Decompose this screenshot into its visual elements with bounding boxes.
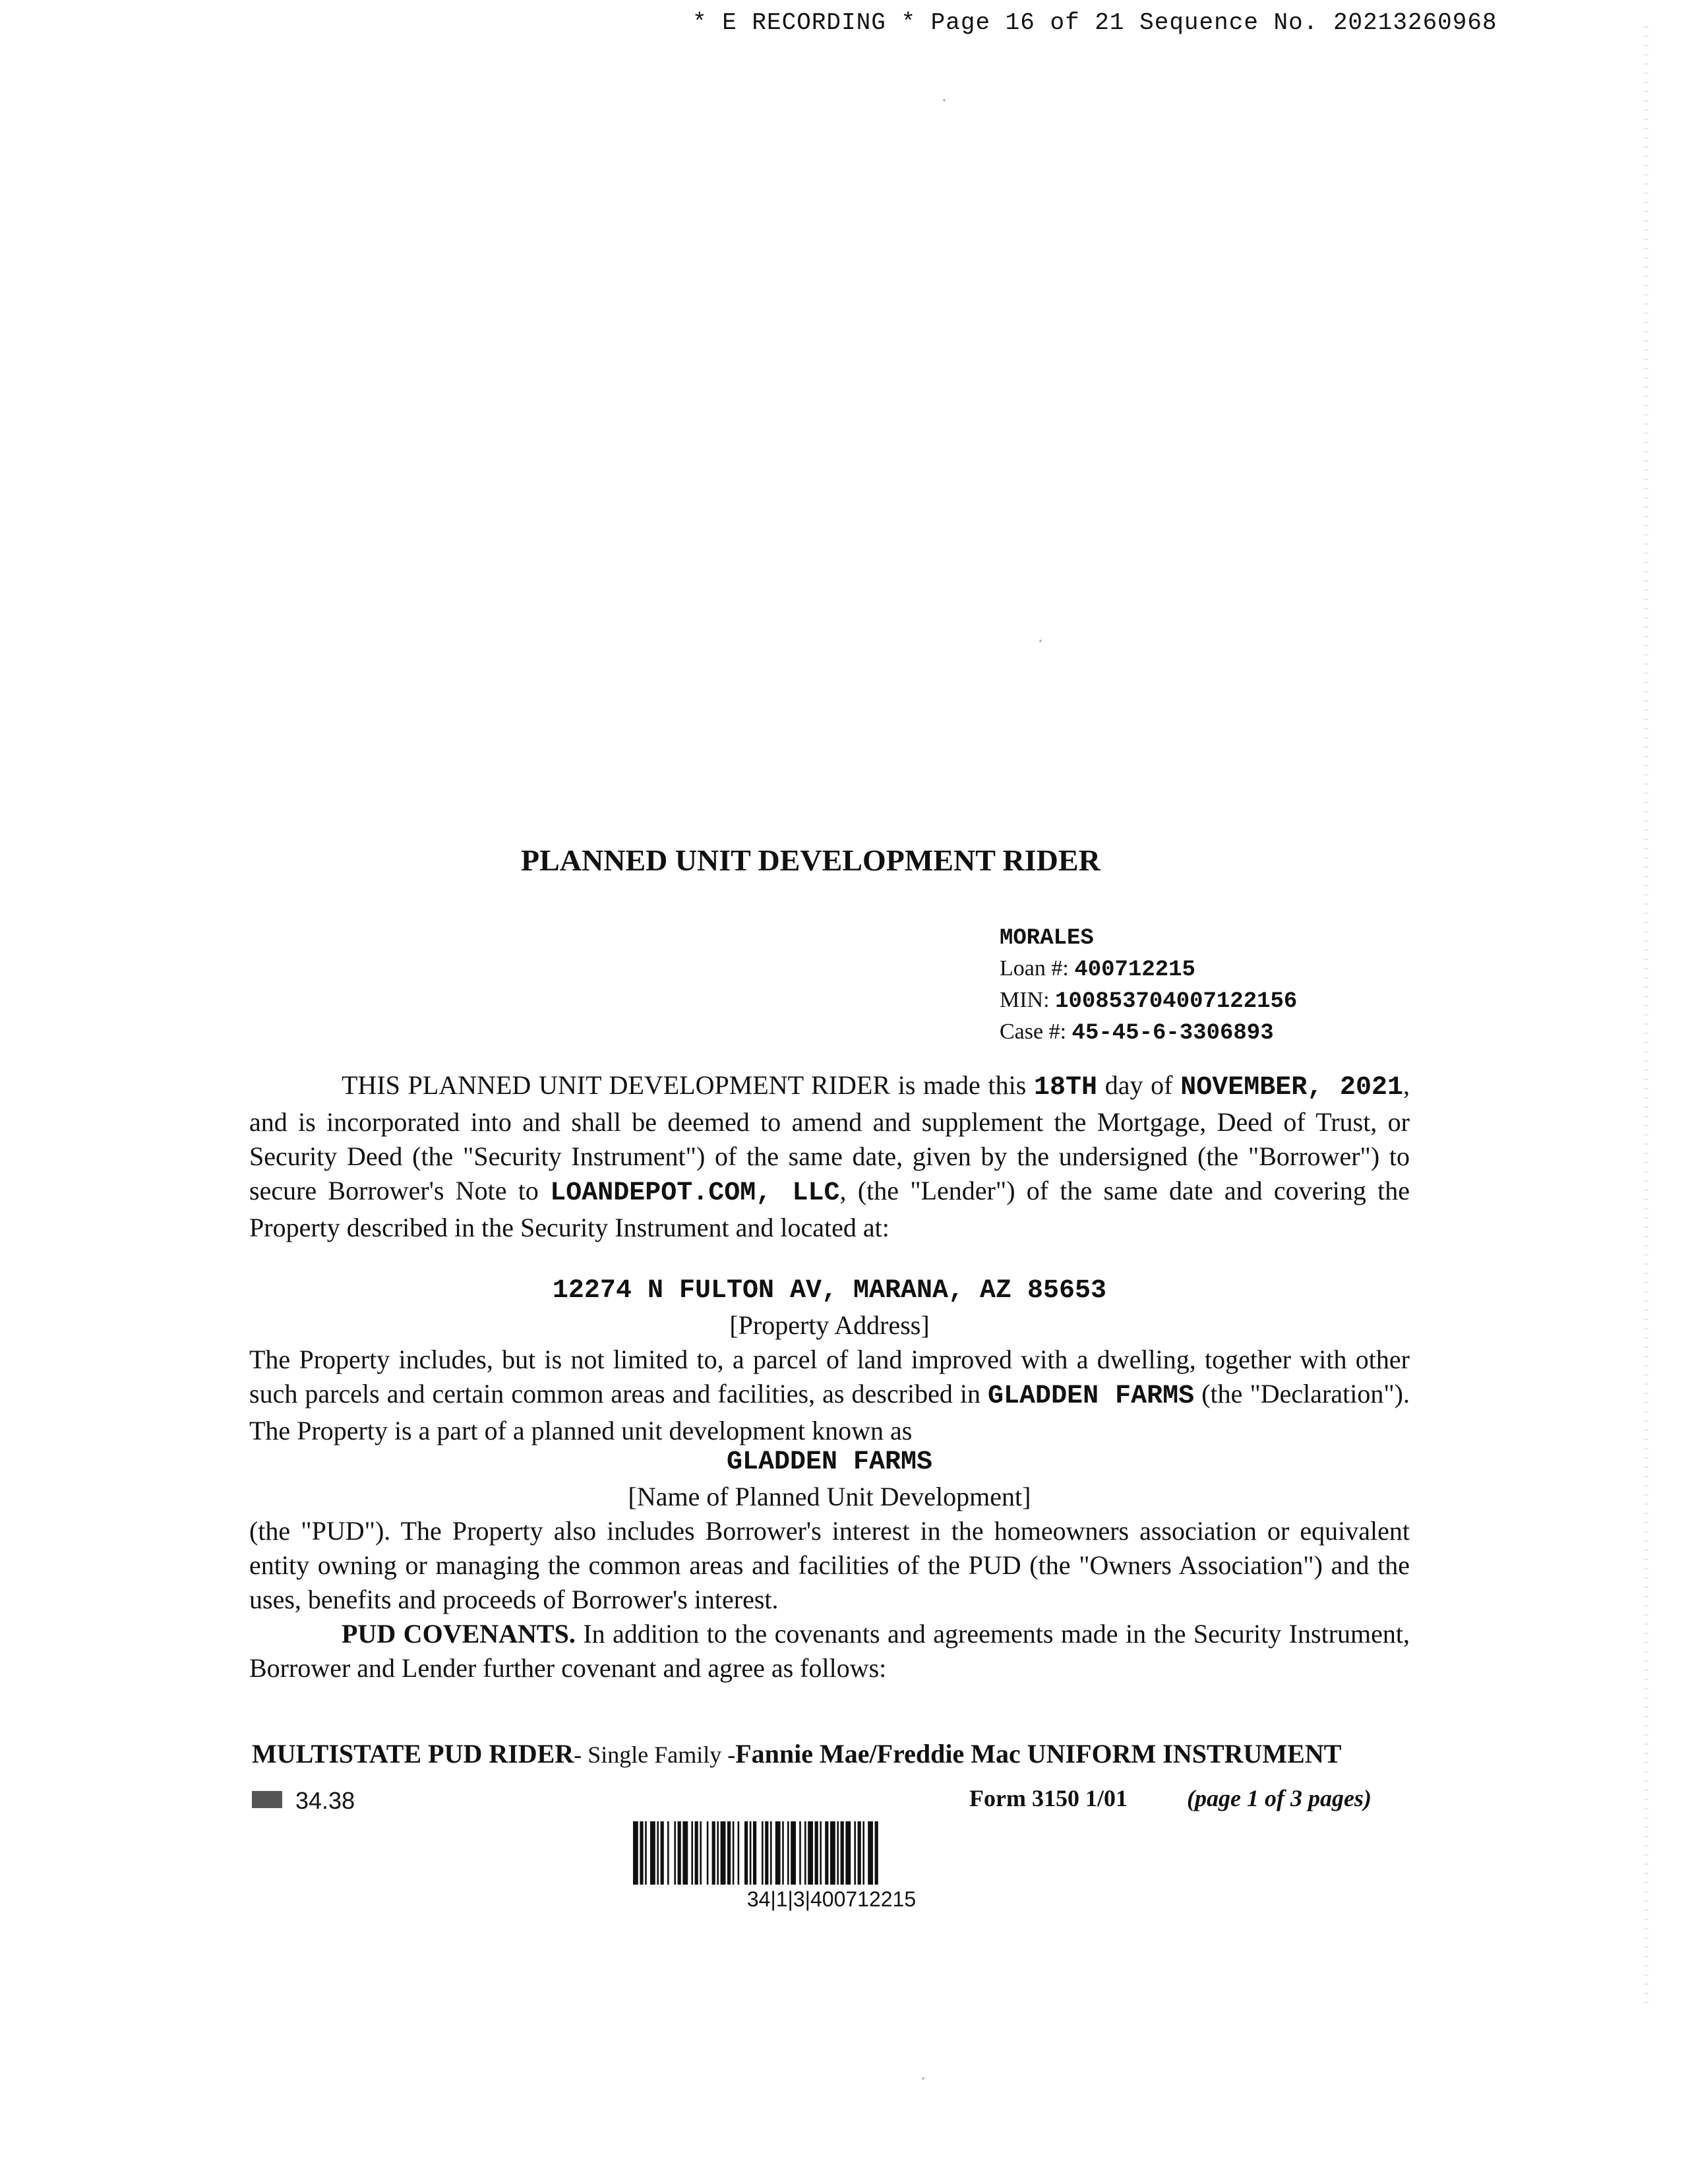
barcode-bar: [650, 1821, 655, 1885]
loan-identifiers: [1000, 923, 1297, 1048]
property-paragraph: [249, 1343, 1410, 1448]
property-address: 12274 N FULTON AV, MARANA, AZ 85653: [552, 1276, 1107, 1306]
barcode-bar: [841, 1821, 844, 1885]
covenants-text: In addition to the covenants and agreements made in the Security Instrument, Borrower and Lender further covenant and agree as follows:: [249, 1619, 1410, 1683]
barcode-bar: [700, 1821, 702, 1885]
scan-speck: [943, 99, 946, 102]
pud-paragraph: (the "PUD"). The Property also includes Borrower's interest in the homeowners association or equivalent entity owning or managing the common areas and facilities of the PUD (the "Owners Association") and the uses, benefits and proceeds of Borrower's interest.: [249, 1516, 1410, 1614]
page-count: (page 1 of 3 pages): [1187, 1785, 1372, 1811]
barcode-bar: [750, 1821, 752, 1885]
barcode-bar: [791, 1821, 796, 1885]
barcode-bar: [775, 1821, 781, 1885]
intro-paragraph: [249, 1068, 1410, 1245]
barcode-bar: [858, 1821, 861, 1885]
barcode-bar: [744, 1821, 748, 1885]
barcode-bar: [808, 1821, 813, 1885]
min-row: [1000, 985, 1297, 1017]
case-row: [1000, 1017, 1297, 1048]
barcode-bar: [765, 1821, 768, 1885]
barcode-bar: [845, 1821, 851, 1885]
scan-speck: [922, 2077, 924, 2080]
barcode-bar: [712, 1821, 715, 1885]
barcode-bar: [633, 1821, 638, 1885]
barcode-text: 34|1|3|400712215: [746, 1887, 917, 1911]
barcode-bar: [875, 1821, 878, 1885]
covenants-paragraph: [249, 1617, 1410, 1685]
property-text: (the "Declaration"). The Property is a part of a planned unit development known as: [249, 1379, 1410, 1445]
footer-rider-type: - Single Family -: [574, 1742, 736, 1768]
barcode-bar: [667, 1821, 669, 1885]
covenants-heading: PUD COVENANTS.: [342, 1619, 576, 1649]
barcode-bar: [820, 1821, 822, 1885]
footer-rider-title: MULTISTATE PUD RIDER: [252, 1739, 574, 1769]
case-number: 45-45-6-3306893: [1071, 1021, 1274, 1046]
intro-text: THIS PLANNED UNIT DEVELOPMENT RIDER is made this: [342, 1070, 1034, 1100]
barcode-bar: [770, 1821, 772, 1885]
barcode-bar: [854, 1821, 856, 1885]
barcode-bar: [657, 1821, 659, 1885]
barcode-bar: [738, 1821, 740, 1885]
barcode-bar: [799, 1821, 801, 1885]
barcode-bar: [721, 1821, 726, 1885]
footer-uniform-instrument: Fannie Mae/Freddie Mac UNIFORM INSTRUMENT: [735, 1739, 1342, 1769]
barcode-bar: [830, 1821, 835, 1885]
barcode-bar: [782, 1821, 784, 1885]
rider-month-year: NOVEMBER, 2021: [1180, 1073, 1404, 1103]
declaration-name: GLADDEN FARMS: [988, 1381, 1195, 1411]
barcode-bar: [787, 1821, 789, 1885]
barcode-bar: [868, 1821, 873, 1885]
barcode-bar: [862, 1821, 864, 1885]
rider-day: 18TH: [1033, 1073, 1097, 1103]
lender-name: LOANDEPOT.COM, LLC: [550, 1178, 840, 1208]
barcode-bar: [727, 1821, 731, 1885]
property-text: The Property includes, but is not limited to, a parcel of land improved with a dwelling, together with other such parcels and certain common areas and facilities, as described in: [249, 1345, 1410, 1409]
footer-form-line: [252, 1784, 1412, 1815]
pud-name: GLADDEN FARMS: [726, 1447, 933, 1477]
barcode-bar: [837, 1821, 839, 1885]
barcode-bar: [717, 1821, 719, 1885]
barcode-bar: [678, 1821, 681, 1885]
barcode-bar: [691, 1821, 693, 1885]
barcode-bar: [645, 1821, 647, 1885]
form-code: 34.38: [295, 1787, 355, 1814]
barcode-bar: [762, 1821, 764, 1885]
barcode-bar: [825, 1821, 828, 1885]
loan-number-row: [1000, 954, 1297, 985]
barcode-bar: [682, 1821, 688, 1885]
borrower-name: MORALES: [1000, 926, 1094, 951]
form-number: Form 3150 1/01: [969, 1785, 1128, 1811]
loan-number: 400712215: [1074, 957, 1195, 983]
barcode-bar: [733, 1821, 735, 1885]
case-label: Case #:: [1000, 1019, 1067, 1044]
barcode-bar: [753, 1821, 756, 1885]
barcode-bar: [661, 1821, 664, 1885]
barcode-bar: [695, 1821, 698, 1885]
barcode-bar: [640, 1821, 643, 1885]
scan-edge: [1644, 26, 1648, 2005]
barcode-bar: [707, 1821, 709, 1885]
intro-text: , (the "Lender") of the same date and covering the Property described in the Security Instrument and located at:: [249, 1176, 1410, 1242]
scan-speck: [1039, 640, 1042, 642]
intro-text: day of: [1097, 1070, 1181, 1100]
form-code-icon: [252, 1791, 282, 1808]
barcode-bar: [674, 1821, 676, 1885]
document-title: PLANNED UNIT DEVELOPMENT RIDER: [521, 843, 1100, 877]
intro-text: , and is incorporated into and shall be deemed to amend and supplement the Mortgage, Deed of Trust, or Security Deed (the "Security Instrument") of the same date, given by the undersigned (the "Borrower") to secure Borrower's Note to: [249, 1070, 1410, 1205]
property-address-label: [Property Address]: [729, 1310, 930, 1340]
loan-label: Loan #:: [1000, 956, 1069, 981]
footer-rider-line: [252, 1738, 1412, 1769]
min-label: MIN:: [1000, 988, 1050, 1012]
barcode-bar: [804, 1821, 806, 1885]
barcode: [633, 1821, 1030, 1885]
pud-name-label: [Name of Planned Unit Development]: [628, 1482, 1031, 1511]
barcode-bar: [815, 1821, 818, 1885]
min-number: 100853704007122156: [1055, 989, 1298, 1014]
recording-header: * E RECORDING * Page 16 of 21 Sequence No. 20213260968: [692, 9, 1497, 36]
